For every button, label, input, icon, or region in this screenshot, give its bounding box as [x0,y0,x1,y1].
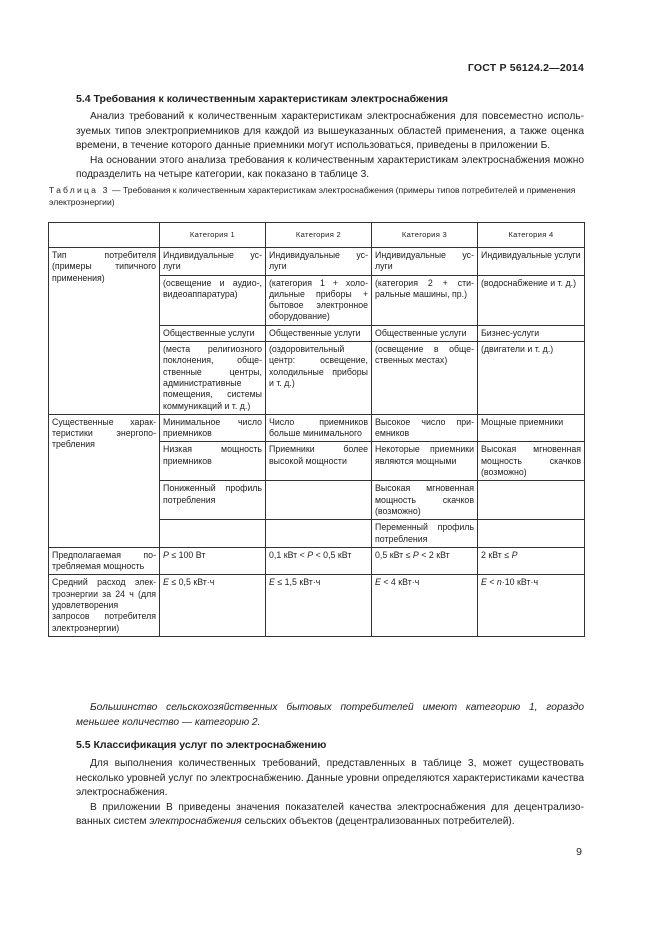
table-header-category-4: Категория 4 [478,223,585,248]
table-cell: Приемники более высокой мощности [266,442,372,481]
table-cell: E < n·10 кВт·ч [478,575,585,636]
table-cell: Низкая мощность приемников [160,442,266,481]
table-cell: Индивидуальные услуги [160,248,266,276]
table-cell: (категория 1 + холодильные приборы + бытовое электронное оборудование) [266,275,372,325]
table-cell: Число приемников больше минимального [266,414,372,442]
standard-number: ГОСТ Р 56124.2—2014 [467,62,584,74]
paragraph-text: сельских объектов (децентрализованных потребителей). [241,816,515,828]
table-header-category-1: Категория 1 [160,223,266,248]
table-cell: Минимальное число приемников [160,414,266,442]
table-cell: Общественные услуги [372,325,478,341]
table-cell: (освещение и аудио-, видеоаппаратура) [160,275,266,325]
row-label-power: Предполагаемая потребляемая мощность [49,547,160,575]
table-header-category-3: Категория 3 [372,223,478,248]
section-5-4-paragraph-1: Анализ требований к количественным характеристикам электроснабжения для повсеместно используемых типов электроприемников для каждой из вышеуказанных областей применения, а также оценка времени, в течение которого данные приемники могут использоваться, приведены в приложении Б. [76,111,584,152]
table-row [49,547,585,575]
section-5-4-paragraph-2: На основании этого анализа требования к количественным характеристикам электроснабжения можно подразделить на четыре категории, как показано в таблице 3. [76,154,584,181]
paragraph-italic-text: электроснабжения [149,816,242,828]
table-cell [266,481,372,520]
table-cell: Высокое число приемников [372,414,478,442]
paragraph-text: В приложении В приведены значения показателей качества электроснабжения для децентрализованных систем [76,801,584,828]
table-cell [160,520,266,548]
table-caption [49,185,584,208]
table-row [49,414,585,442]
table-header-category-2: Категория 2 [266,223,372,248]
section-5-4-title: 5.4 Требования к количественным характеристикам электроснабжения [76,93,449,105]
row-label-load-characteristics: Существенные характеристики энергопотребления [49,414,160,547]
table-cell: 0,5 кВт ≤ P < 2 кВт [372,547,478,575]
table-cell: Некоторые приемники являются мощными [372,442,478,481]
page-number: 9 [576,846,582,858]
section-5-5-paragraph-1: Для выполнения количественных требований, представленных в таблице 3, может существовать несколько уровней услуг по электроснабжению. Данные уровни определяются характеристиками качества электроснабжения. [76,758,584,799]
table-cell: 0,1 кВт < P < 0,5 кВт [266,547,372,575]
table-note: Большинство сельскохозяйственных бытовых потребителей имеют категорию 1, гораздо меньшее количество — категорию 2. [76,702,584,728]
table-cell: Высокая мгновенная мощность скачков (возможно) [372,481,478,520]
table-row [49,248,585,276]
table-cell: Общественные услуги [266,325,372,341]
table-cell: (освещение в общественных местах) [372,342,478,415]
table-cell: Общественные услуги [160,325,266,341]
table-cell: E ≤ 1,5 кВт·ч [266,575,372,636]
section-5-5-paragraph-2 [76,801,584,830]
table-cell [478,520,585,548]
table-cell: P ≤ 100 Вт [160,547,266,575]
table-cell [478,481,585,520]
table-caption-text: — Требования к количественным характеристикам электроснабжения (примеры типов потребителей и применения электроэнергии) [49,185,576,207]
requirements-table [48,222,585,637]
table-cell: E < 4 кВт·ч [372,575,478,636]
table-cell: Индивидуальные услуги [372,248,478,276]
table-cell: (места религиозного поклонения, общественные центры, административные помещения, системы коммуникаций и т. д.) [160,342,266,415]
table-cell: Пониженный профиль потребления [160,481,266,520]
table-cell: E ≤ 0,5 кВт·ч [160,575,266,636]
row-label-energy: Средний расход электроэнергии за 24 ч (для удовлетворения запросов потребителя электроэнергии) [49,575,160,636]
table-cell: 2 кВт ≤ P [478,547,585,575]
table-header-corner [49,223,160,248]
table-cell: (оздоровительный центр: освещение, холодильные приборы и т. д.) [266,342,372,415]
table-caption-label: Таблица 3 [49,185,110,195]
section-5-5-title: 5.5 Классификация услуг по электроснабжению [76,739,327,751]
section-5-5-body [76,757,584,830]
table-cell: Индивидуальные услуги [478,248,585,276]
table-header-row [49,223,585,248]
table-cell: Бизнес-услуги [478,325,585,341]
table-cell: Высокая мгновенная мощность скачков (возможно) [478,442,585,481]
table-cell: Переменный профиль потребления [372,520,478,548]
table-cell: Мощные приемники [478,414,585,442]
table-cell: (водоснабжение и т. д.) [478,275,585,325]
table-cell: Индивидуальные услуги [266,248,372,276]
section-5-4-body [76,110,584,183]
table-cell: (категория 2 + стиральные машины, пр.) [372,275,478,325]
row-label-consumer-type: Тип потребителя (примеры типичного применения) [49,248,160,415]
table-cell [266,520,372,548]
table-row [49,575,585,636]
table-cell: (двигатели и т. д.) [478,342,585,415]
